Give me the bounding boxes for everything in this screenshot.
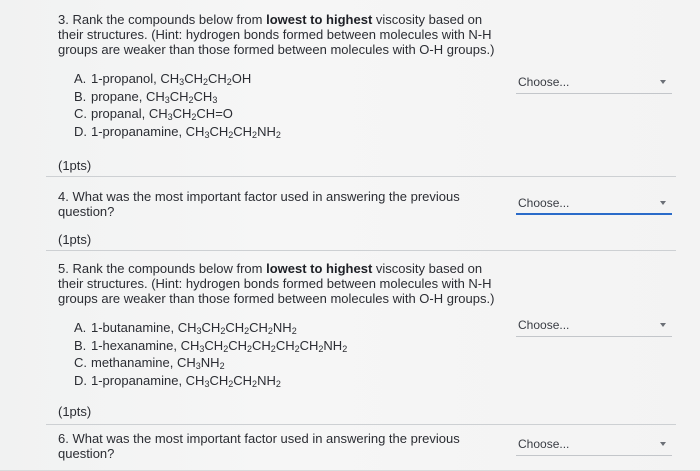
question-5-options <box>74 319 347 389</box>
option-b: B. 1-hexanamine, $CH_3CH_2CH_2CH_2CH_2CH_2NH_2$ <box>74 337 348 354</box>
chemical-formula: $CH_3CH_2CH_2NH_2$ <box>185 123 281 140</box>
question-5-text: 5. Rank the compounds below from lowest to highest viscosity based on their structures. (Hint: hydrogen bonds formed between molecules with N-H groups are weaker than those formed between molecules with O-H groups.) <box>58 261 495 306</box>
question-3-points: (1pts) <box>58 158 92 173</box>
question-5-points: (1pts) <box>58 404 92 419</box>
chevron-down-icon <box>660 442 666 446</box>
option-a: A. 1-propanol, $CH_3CH_2CH_2OH$ <box>74 71 252 87</box>
question-4-points: (1pts) <box>58 232 92 247</box>
chevron-down-icon <box>660 323 666 327</box>
option-b: B. propane, $CH_3CH_2CH_3$ <box>74 88 218 105</box>
chemical-formula: $CH_3CH_2CH_2NH_2$ <box>185 372 281 389</box>
question-3-text: 3. Rank the compounds below from lowest to highest viscosity based on their structures. (Hint: hydrogen bonds formed between molecules with N-H groups are weaker than those formed between molecules with O-H groups.) <box>58 12 495 57</box>
option-d: D. 1-propanamine, $CH_3CH_2CH_2NH_2$ <box>74 372 281 389</box>
chemical-formula: $CH_3CH_2CH=O$ <box>148 106 233 122</box>
chevron-down-icon <box>660 201 666 205</box>
select-label: Choose... <box>518 318 570 332</box>
option-c: C. methanamine, $CH_3NH_2$ <box>74 355 225 371</box>
option-c: C. propanal, $CH_3CH_2CH=O$ <box>74 106 233 122</box>
question-6-select[interactable] <box>516 434 672 456</box>
option-a: A. 1-butanamine, $CH_3CH_2CH_2CH_2NH_2$ <box>74 320 297 336</box>
question-5-select[interactable] <box>516 315 672 337</box>
select-label: Choose... <box>518 196 570 210</box>
chemical-formula: $CH_3CH_2CH_2CH_2CH_2CH_2NH_2$ <box>180 337 348 354</box>
chevron-down-icon <box>660 80 666 84</box>
chemical-formula: $CH_3CH_2CH_2CH_2NH_2$ <box>177 320 297 336</box>
question-4-select[interactable] <box>516 193 672 215</box>
question-4-text: 4. What was the most important factor used in answering the previous question? <box>58 189 460 219</box>
question-6-text: 6. What was the most important factor used in answering the previous question? <box>58 431 460 461</box>
question-3-select[interactable] <box>516 72 672 94</box>
chemical-formula: $CH_3NH_2$ <box>177 355 225 371</box>
chemical-formula: $CH_3CH_2CH_2OH$ <box>160 71 252 87</box>
select-label: Choose... <box>518 75 570 89</box>
select-label: Choose... <box>518 437 570 451</box>
question-3-options <box>74 70 281 140</box>
chemical-formula: $CH_3CH_2CH_3$ <box>145 88 218 105</box>
option-d: D. 1-propanamine, $CH_3CH_2CH_2NH_2$ <box>74 123 281 140</box>
